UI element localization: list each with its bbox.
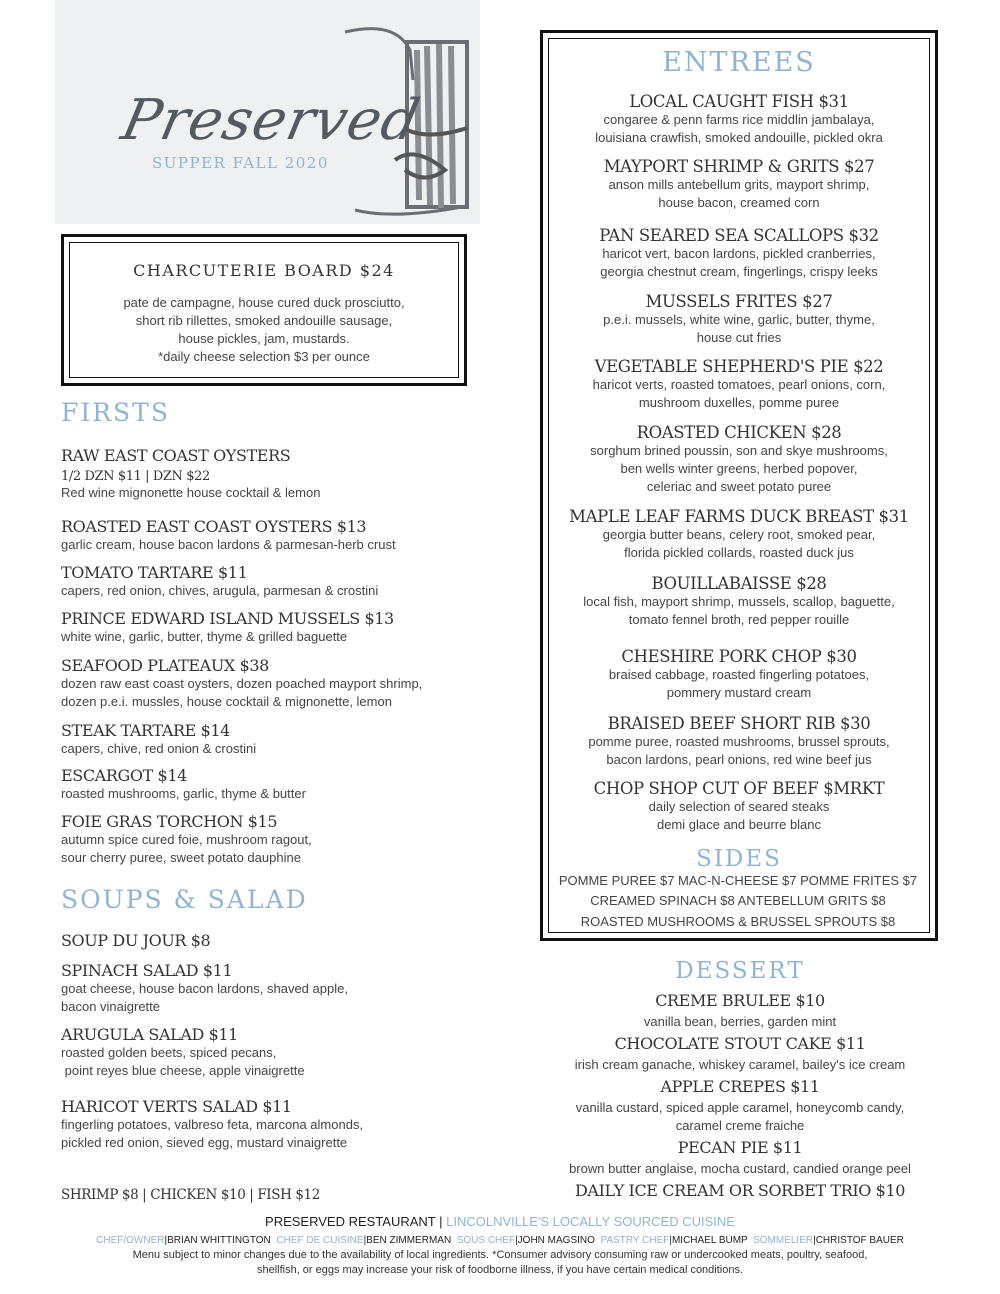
staff-role: SOUS CHEF [456, 1235, 516, 1246]
item-name: PRINCE EDWARD ISLAND MUSSELS $13 [61, 609, 394, 628]
sides-line: CREAMED SPINACH $8 ANTEBELLUM GRITS $8 [590, 893, 886, 908]
item-name: CHESHIRE PORK CHOP $30 [621, 647, 857, 666]
footer-restaurant-line [0, 1214, 1000, 1229]
item-description: florida pickled collards, roasted duck jus [624, 545, 854, 560]
item-name: STEAK TARTARE $14 [61, 721, 230, 740]
menu-item [543, 357, 935, 412]
item-description: haricot verts, roasted tomatoes, pearl onions, corn, [592, 377, 886, 392]
item-description: anson mills antebellum grits, mayport shrimp, [608, 177, 870, 192]
item-description: bacon lardons, pearl onions, red wine beef jus [606, 752, 872, 767]
menu-item [61, 446, 491, 502]
item-description: pomme puree, roasted mushrooms, brussel sprouts, [588, 734, 890, 749]
item-description: ben wells winter greens, herbed popover, [620, 461, 858, 476]
item-description: sour cherry puree, sweet potato dauphine [61, 850, 301, 865]
footer-disclaimer [0, 1248, 1000, 1278]
disclaimer-line: Menu subject to minor changes due to the availability of local ingredients. *Consumer advisory consuming raw or undercooked meats, poultry, seafood, [132, 1249, 868, 1261]
soups-heading: SOUPS & SALAD [61, 885, 308, 914]
item-description: house cut fries [696, 330, 782, 345]
charcuterie-line: short rib rillettes, smoked andouille sausage, [135, 313, 393, 328]
menu-item [61, 563, 491, 600]
item-description: capers, red onion, chives, arugula, parmesan & crostini [61, 583, 379, 598]
item-name: CHOP SHOP CUT OF BEEF $MRKT [593, 779, 885, 798]
entrees-heading: ENTREES [662, 47, 816, 78]
item-description: celeriac and sweet potato puree [646, 479, 832, 494]
item-description: tomato fennel broth, red pepper rouille [628, 612, 850, 627]
logo-subtitle: SUPPER FALL 2020 [152, 154, 329, 172]
sides-heading: SIDES [696, 846, 782, 872]
item-description: sorghum brined poussin, son and skye mushrooms, [590, 443, 888, 458]
item-description: roasted golden beets, spiced pecans, [61, 1045, 277, 1060]
menu-item [543, 157, 935, 212]
charcuterie-title: CHARCUTERIE BOARD $24 [133, 261, 395, 280]
entrees-box [540, 30, 938, 941]
item-description: autumn spice cured foie, mushroom ragout, [61, 832, 312, 847]
item-description: braised cabbage, roasted fingerling potatoes, [608, 667, 870, 682]
menu-item [540, 1181, 940, 1200]
item-description: goat cheese, house bacon lardons, shaved apple, [61, 981, 348, 996]
menu-item [61, 656, 491, 711]
item-description: vanilla custard, spiced apple caramel, honeycomb candy, [575, 1100, 905, 1115]
item-name: ROASTED EAST COAST OYSTERS $13 [61, 517, 367, 536]
staff-role: SOMMELIER [753, 1235, 814, 1246]
staff-name: |BRIAN WHITTINGTON [164, 1235, 277, 1246]
item-name: ROASTED CHICKEN $28 [636, 423, 842, 442]
charcuterie-box [61, 234, 467, 386]
item-name: CHOCOLATE STOUT CAKE $11 [614, 1034, 866, 1053]
menu-item [61, 766, 491, 803]
menu-item [543, 714, 935, 769]
staff-role: CHEF DE CUISINE [276, 1235, 364, 1246]
menu-item [543, 423, 935, 496]
item-name: SOUP DU JOUR $8 [61, 931, 211, 950]
item-description: point reyes blue cheese, apple vinaigrette [61, 1063, 305, 1078]
restaurant-name: PRESERVED RESTAURANT | [265, 1214, 447, 1229]
sides-line: POMME PUREE $7 MAC-N-CHEESE $7 POMME FRITES $7 [558, 873, 918, 888]
restaurant-tagline: LINCOLNVILLE'S LOCALLY SOURCED CUISINE [446, 1214, 735, 1229]
charcuterie-line: *daily cheese selection $3 per ounce [158, 349, 370, 364]
menu-item [61, 931, 491, 950]
staff-role: PASTRY CHEF [600, 1235, 670, 1246]
item-name: APPLE CREPES $11 [660, 1077, 820, 1096]
logo-panel [55, 0, 480, 224]
item-name: SEAFOOD PLATEAUX $38 [61, 656, 269, 675]
item-description: capers, chive, red onion & crostini [61, 741, 257, 756]
item-name: ARUGULA SALAD $11 [61, 1025, 238, 1044]
charcuterie-line: pate de campagne, house cured duck prosciutto, [123, 295, 405, 310]
item-name: MAYPORT SHRIMP & GRITS $27 [603, 157, 875, 176]
dessert-heading: DESSERT [675, 958, 805, 984]
item-name: RAW EAST COAST OYSTERS [61, 446, 291, 465]
item-description: p.e.i. mussels, white wine, garlic, butter, thyme, [603, 312, 875, 327]
item-description: georgia chestnut cream, fingerlings, crispy leeks [600, 264, 878, 279]
item-name: PECAN PIE $11 [677, 1138, 803, 1157]
item-name: MUSSELS FRITES $27 [645, 292, 833, 311]
menu-item [61, 609, 491, 646]
disclaimer-line: shellfish, or eggs may increase your risk of foodborne illness, if you have certain medical conditions. [256, 1264, 744, 1276]
firsts-heading: FIRSTS [61, 398, 170, 427]
item-description: dozen raw east coast oysters, dozen poached mayport shrimp, [61, 676, 423, 691]
item-name: SPINACH SALAD $11 [61, 961, 233, 980]
item-description: brown butter anglaise, mocha custard, candied orange peel [569, 1161, 911, 1176]
item-description: georgia butter beans, celery root, smoked pear, [602, 527, 876, 542]
item-name: HARICOT VERTS SALAD $11 [61, 1097, 292, 1116]
menu-item [543, 574, 935, 629]
menu-item [543, 226, 935, 281]
staff-name: |MICHAEL BUMP [669, 1235, 754, 1246]
menu-item [61, 1097, 491, 1152]
menu-item [543, 292, 935, 347]
menu-item [543, 507, 935, 562]
charcuterie-description [64, 294, 464, 366]
item-description: fingerling potatoes, valbreso feta, marcona almonds, [61, 1117, 364, 1132]
menu-item [61, 721, 491, 758]
menu-item [543, 779, 935, 834]
item-price: 1/2 DZN $11 | DZN $22 [61, 469, 210, 484]
item-name: PAN SEARED SEA SCALLOPS $32 [599, 226, 879, 245]
item-description: local fish, mayport shrimp, mussels, scallop, baguette, [583, 594, 895, 609]
footer-staff-line [0, 1235, 1000, 1246]
item-description: caramel creme fraiche [675, 1118, 805, 1133]
menu-item [543, 647, 935, 702]
menu-item [543, 92, 935, 147]
item-description: dozen p.e.i. mussles, house cocktail & mignonette, lemon [61, 694, 392, 709]
item-description: roasted mushrooms, garlic, thyme & butter [61, 786, 306, 801]
protein-addons: SHRIMP $8 | CHICKEN $10 | FISH $12 [61, 1187, 320, 1203]
item-name: ESCARGOT $14 [61, 766, 187, 785]
menu-item [540, 991, 940, 1031]
item-name: VEGETABLE SHEPHERD'S PIE $22 [594, 357, 884, 376]
menu-item [540, 1138, 940, 1178]
item-description: pickled red onion, sieved egg, mustard vinaigrette [61, 1135, 348, 1150]
item-description: house bacon, creamed corn [658, 195, 820, 210]
menu-item [540, 1034, 940, 1074]
staff-name: |CHRISTOF BAUER [813, 1235, 904, 1246]
menu-item [61, 1025, 491, 1080]
charcuterie-line: house pickles, jam, mustards. [178, 331, 350, 346]
item-description: vanilla bean, berries, garden mint [643, 1014, 837, 1029]
item-description: irish cream ganache, whiskey caramel, bailey's ice cream [574, 1057, 906, 1072]
item-description: demi glace and beurre blanc [656, 817, 822, 832]
logo-wordmark: Preserved [116, 88, 426, 153]
staff-name: |JOHN MAGSINO [515, 1235, 601, 1246]
item-name: LOCAL CAUGHT FISH $31 [629, 92, 849, 111]
item-name: DAILY ICE CREAM OR SORBET TRIO $10 [574, 1181, 906, 1200]
item-description: congaree & penn farms rice middlin jambalaya, [603, 112, 875, 127]
item-name: BRAISED BEEF SHORT RIB $30 [607, 714, 871, 733]
item-description: white wine, garlic, butter, thyme & grilled baguette [61, 629, 348, 644]
item-description: daily selection of seared steaks [648, 799, 830, 814]
menu-item [61, 812, 491, 867]
menu-item [61, 961, 491, 1016]
item-name: TOMATO TARTARE $11 [61, 563, 248, 582]
staff-role: CHEF/OWNER [96, 1235, 165, 1246]
item-description: haricot vert, bacon lardons, pickled cranberries, [602, 246, 876, 261]
item-description: Red wine mignonette house cocktail & lemon [61, 485, 321, 500]
item-description: louisiana crawfish, smoked andouille, pickled okra [595, 130, 883, 145]
item-name: MAPLE LEAF FARMS DUCK BREAST $31 [569, 507, 909, 526]
menu-item [540, 1077, 940, 1135]
sides-line: ROASTED MUSHROOMS & BRUSSEL SPROUTS $8 [580, 914, 896, 929]
menu-item [61, 517, 491, 554]
item-description: garlic cream, house bacon lardons & parmesan-herb crust [61, 537, 396, 552]
item-name: BOUILLABAISSE $28 [651, 574, 827, 593]
staff-name: |BEN ZIMMERMAN [363, 1235, 457, 1246]
item-name: CREME BRULEE $10 [655, 991, 825, 1010]
item-description: mushroom duxelles, pomme puree [638, 395, 840, 410]
item-description: bacon vinaigrette [61, 999, 161, 1014]
item-name: FOIE GRAS TORCHON $15 [61, 812, 278, 831]
item-description: pommery mustard cream [666, 685, 812, 700]
